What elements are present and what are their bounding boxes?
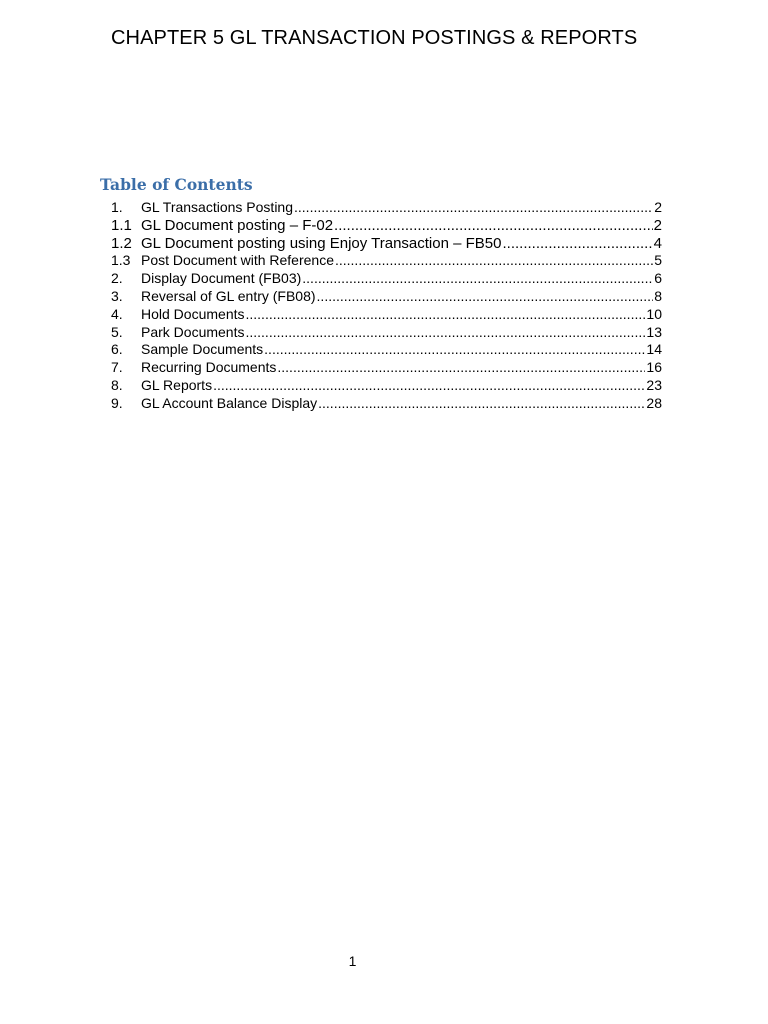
page-title: CHAPTER 5 GL TRANSACTION POSTINGS & REPORTS (111, 27, 638, 49)
toc-entry[interactable] (111, 341, 662, 359)
toc-dot-leader (264, 341, 645, 359)
toc-entry-number: 1.2 (111, 234, 132, 252)
toc-entry[interactable] (111, 270, 662, 288)
toc-entry-page[interactable]: 2 (654, 199, 662, 215)
toc-dot-leader (502, 235, 652, 253)
toc-entry-title[interactable]: Post Document with Reference (141, 252, 334, 269)
toc-entry[interactable] (111, 199, 662, 217)
toc-entry-number: 8. (111, 376, 123, 393)
toc-entry-number: 1.1 (111, 216, 132, 234)
toc-entry-page[interactable]: 14 (646, 341, 662, 358)
toc-entry-number: 1.3 (111, 252, 131, 269)
toc-entry-page[interactable]: 16 (646, 359, 662, 376)
toc-entry-title[interactable]: GL Reports (141, 376, 213, 393)
toc-entry-title[interactable]: Recurring Documents (141, 359, 277, 376)
toc-entry[interactable] (111, 252, 662, 270)
toc-entry-title[interactable]: Hold Documents (141, 305, 245, 322)
toc-entry-title[interactable]: Park Documents (141, 323, 245, 340)
toc-entry[interactable] (111, 235, 662, 253)
toc-dot-leader (246, 306, 646, 324)
toc-dot-leader (213, 377, 645, 395)
toc-entry[interactable] (111, 306, 662, 324)
toc-dot-leader (335, 252, 653, 270)
toc-entry-page[interactable]: 2 (653, 216, 662, 234)
toc-entry-number: 3. (111, 287, 123, 304)
toc-entry-page[interactable]: 10 (646, 305, 662, 322)
toc-entry-number: 2. (111, 270, 123, 287)
toc-dot-leader (317, 288, 654, 306)
toc-entry-number: 9. (111, 394, 123, 411)
toc-entry-page[interactable]: 6 (654, 270, 662, 287)
toc-heading: Table of Contents (100, 175, 253, 194)
toc-entry-page[interactable]: 4 (653, 234, 662, 252)
toc-entry-number: 1. (111, 199, 123, 215)
toc-entry[interactable] (111, 377, 662, 395)
toc-entry-number: 5. (111, 323, 123, 340)
toc-entry-page[interactable]: 28 (646, 394, 662, 411)
toc-dot-leader (294, 199, 653, 217)
toc-entry-title[interactable]: Reversal of GL entry (FB08) (141, 287, 316, 304)
toc-entry-number: 7. (111, 359, 123, 376)
toc-dot-leader (302, 270, 653, 288)
toc-entry-title[interactable]: GL Document posting – F-02 (141, 216, 334, 234)
toc-entry-page[interactable]: 13 (646, 323, 662, 340)
toc-entry-page[interactable]: 23 (646, 376, 662, 393)
toc-entry-title[interactable]: GL Document posting using Enjoy Transaction – FB50 (141, 234, 502, 252)
toc-entry-number: 6. (111, 341, 123, 358)
toc-entry-page[interactable]: 8 (654, 287, 662, 304)
toc-entry[interactable] (111, 288, 662, 306)
toc-entry-page[interactable]: 5 (654, 252, 662, 269)
toc-entry-number: 4. (111, 305, 123, 322)
toc-entry-title[interactable]: Sample Documents (141, 341, 264, 358)
toc-entry[interactable] (111, 324, 662, 342)
table-of-contents (111, 199, 662, 413)
toc-dot-leader (277, 359, 645, 377)
toc-dot-leader (334, 217, 653, 235)
toc-entry[interactable] (111, 359, 662, 377)
toc-entry-title[interactable]: GL Transactions Posting (141, 199, 294, 215)
toc-dot-leader (245, 324, 645, 342)
page-number: 1 (348, 953, 357, 969)
toc-entry[interactable] (111, 395, 662, 413)
toc-entry-title[interactable]: GL Account Balance Display (141, 394, 318, 411)
toc-entry[interactable] (111, 217, 662, 235)
toc-dot-leader (318, 395, 645, 413)
toc-entry-title[interactable]: Display Document (FB03) (141, 270, 302, 287)
